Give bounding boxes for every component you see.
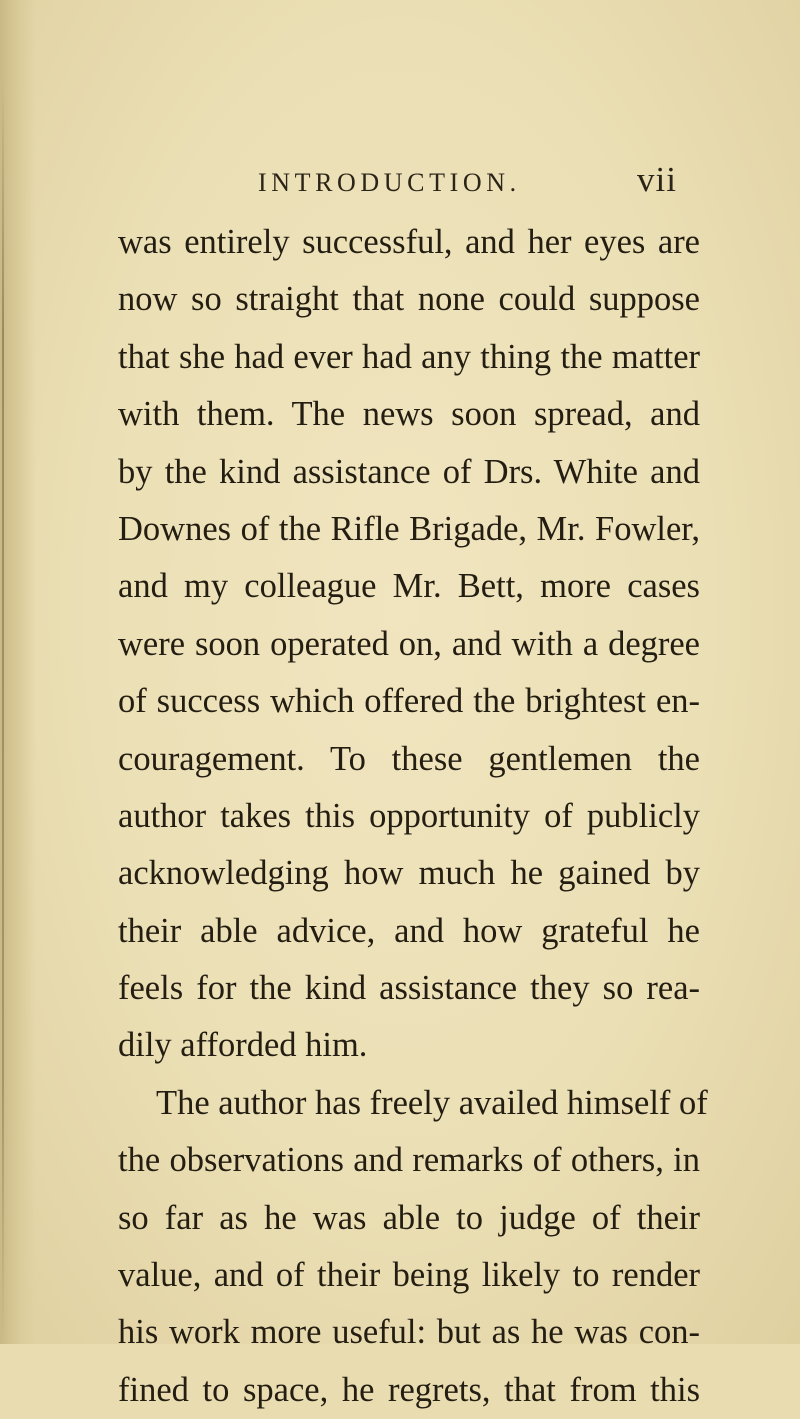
text-line: Downes of the Rifle Brigade, Mr. Fowler, — [118, 509, 700, 548]
text-line: by the kind assistance of Drs. White and — [118, 452, 700, 491]
text-line: value, and of their being likely to render — [118, 1256, 700, 1295]
text-line: with them. The news soon spread, and — [118, 395, 700, 434]
text-line: couragement. To these gentlemen the — [118, 739, 700, 778]
text-line: the observations and remarks of others, in — [118, 1141, 700, 1180]
text-line: author takes this opportunity of publicly — [118, 796, 700, 835]
page-header — [0, 160, 800, 203]
text-line: his work more useful: but as he was con- — [118, 1313, 700, 1352]
text-line: so far as he was able to judge of their — [118, 1198, 700, 1237]
text-line: The author has freely availed himself of — [156, 1083, 708, 1122]
page-number: vii — [637, 160, 677, 199]
running-head: INTRODUCTION. — [258, 168, 521, 197]
text-line: fined to space, he regrets, that from this — [118, 1370, 700, 1409]
text-line: of success which offered the brightest en- — [118, 682, 700, 721]
text-line: their able advice, and how grateful he — [118, 911, 700, 950]
text-line: acknowledging how much he gained by — [118, 854, 700, 893]
body-text — [118, 214, 708, 1419]
text-line: was entirely successful, and her eyes are — [118, 223, 700, 261]
text-line: that she had ever had any thing the matter — [118, 337, 700, 376]
text-line: were soon operated on, and with a degree — [118, 624, 700, 663]
text-line: dily afforded him. — [118, 1026, 368, 1065]
text-line: feels for the kind assistance they so rea- — [118, 969, 700, 1008]
page-edge-line — [2, 80, 4, 1340]
text-line: and my colleague Mr. Bett, more cases — [118, 567, 700, 606]
text-line: now so straight that none could suppose — [118, 280, 700, 319]
